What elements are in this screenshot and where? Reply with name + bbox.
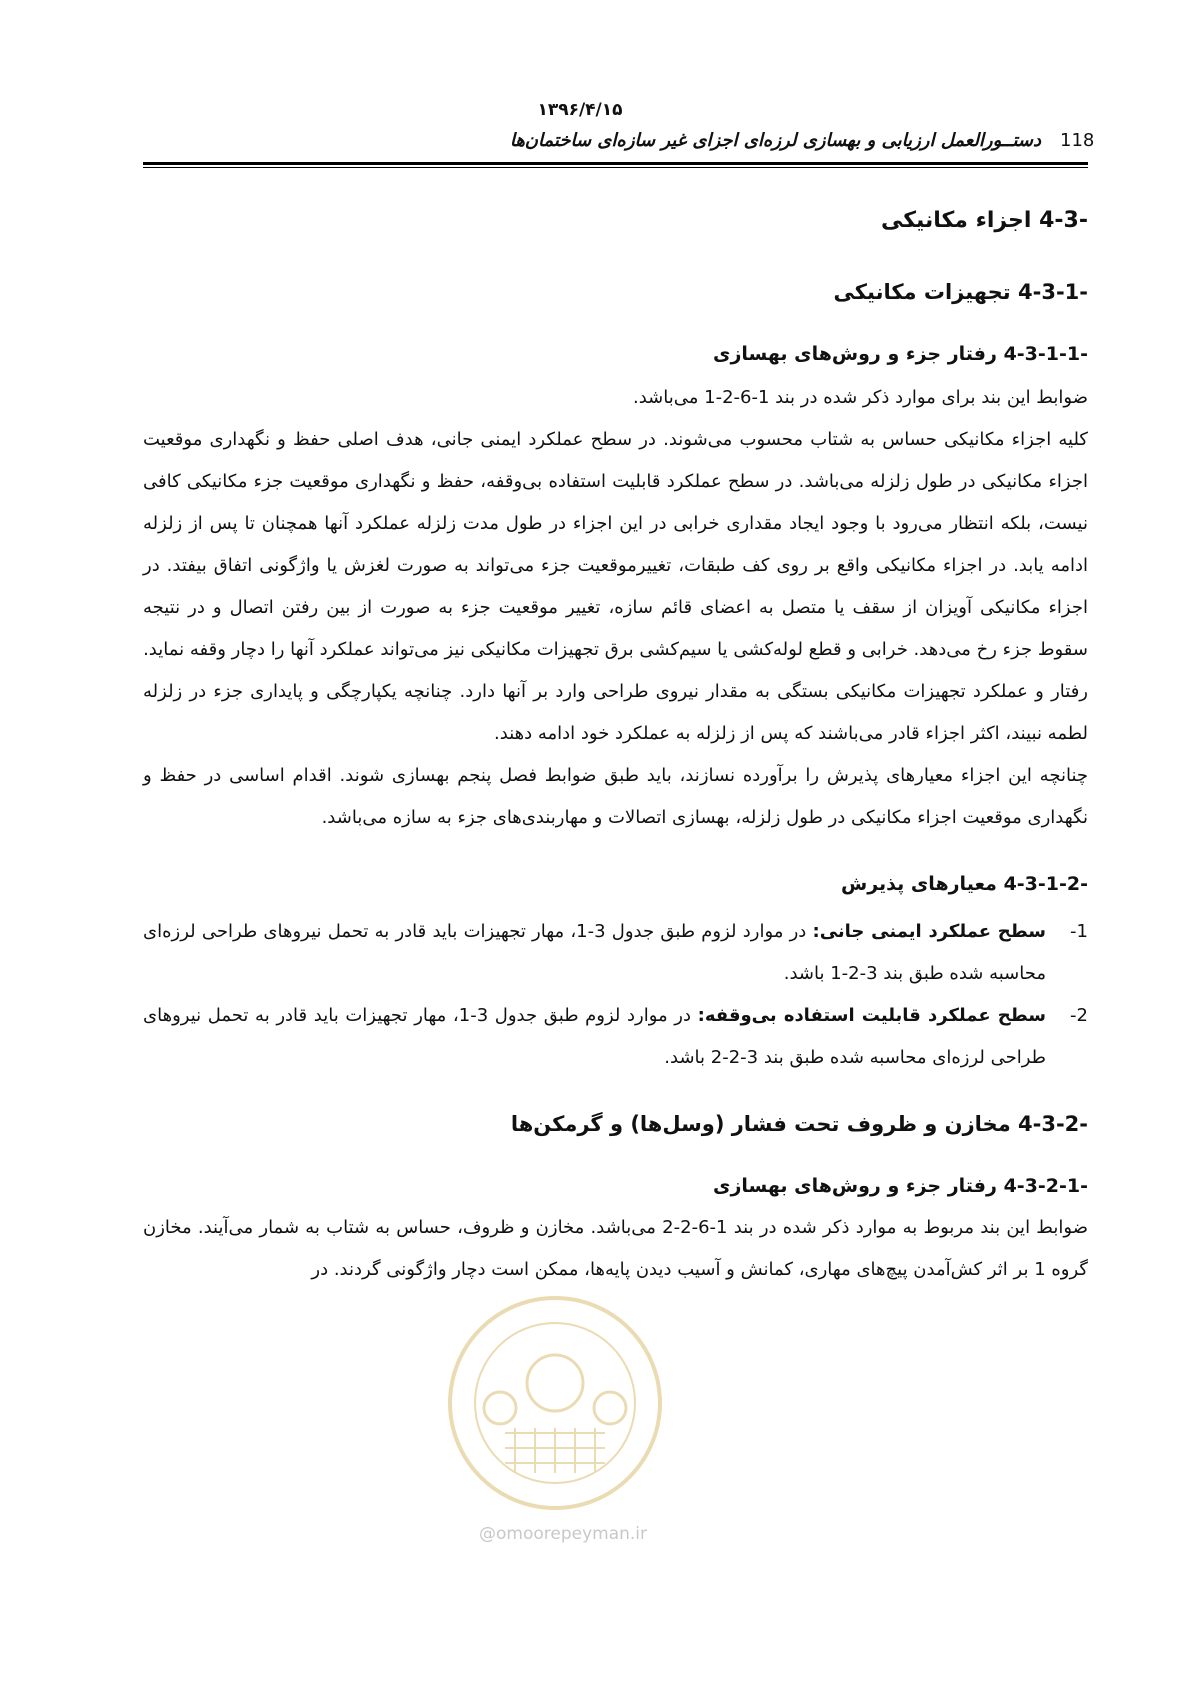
section-title: رفتار جزء و روش‌های بهسازی (713, 343, 997, 365)
section-heading-4-3 (143, 205, 1088, 237)
list-item-text: در موارد لزوم طبق جدول 3-1، مهار تجهیزات باید قادر به تحمل نیروهای طراحی لرزه‌ای محاسبه شده طبق بند 3-2-1 باشد. (143, 921, 1046, 984)
section-heading-4-3-1-2 (143, 869, 1088, 899)
page-content (143, 205, 1088, 1291)
header-rule (143, 162, 1088, 168)
section-title: معیارهای پذیرش (841, 873, 997, 895)
section-title: اجزاء مکانیکی (880, 208, 1032, 233)
section-number: 4-3- (1039, 208, 1088, 233)
acceptance-criteria-list (143, 911, 1088, 1079)
section-heading-4-3-1-1 (143, 339, 1088, 369)
list-item-term: سطح عملکرد قابلیت استفاده بی‌وقفه: (697, 1005, 1047, 1026)
section-title: تجهیزات مکانیکی (833, 280, 1011, 304)
list-item (143, 911, 1088, 995)
section-number: 4-3-1- (1018, 280, 1088, 304)
watermark-seal-icon (440, 1288, 670, 1518)
page-number: 118 (1060, 130, 1095, 151)
list-marker: -2 (1070, 1005, 1088, 1026)
list-item-term: سطح عملکرد ایمنی جانی: (812, 921, 1047, 942)
watermark-text: @omoorepeyman.ir (478, 1524, 648, 1544)
section-title: مخازن و ظروف تحت فشار (وسل‌ها) و گرمکن‌ها (510, 1112, 1011, 1136)
section-heading-4-3-2 (143, 1109, 1088, 1139)
paragraph: ضوابط این بند برای موارد ذکر شده در بند 1-6-2-1 می‌باشد. (633, 387, 1088, 408)
list-item (143, 995, 1088, 1079)
section-number: 4-3-2- (1018, 1112, 1088, 1136)
header-date: ۱۳۹۶/۴/۱۵ (537, 100, 623, 120)
section-number: 4-3-1-1- (1003, 343, 1088, 365)
section-heading-4-3-2-1 (143, 1171, 1088, 1201)
section-number: 4-3-2-1- (1003, 1175, 1088, 1197)
section-title: رفتار جزء و روش‌های بهسازی (713, 1175, 997, 1197)
paragraph: ضوابط این بند مربوط به موارد ذکر شده در بند 1-6-2-2 می‌باشد. مخازن و ظروف، حساس به شتاب به شمار می‌آیند. مخازن گروه 1 بر اثر کش‌آمدن پیچ‌های مهاری، کمانش و آسیب دیدن پایه‌ها، ممکن است دچار واژگونی گردند. در (143, 1217, 1088, 1280)
list-marker: -1 (1070, 921, 1088, 942)
paragraph: چنانچه این اجزاء معیارهای پذیرش را برآورده نسازند، باید طبق ضوابط فصل پنجم بهسازی شوند. اقدام اساسی در حفظ و نگهداری موقعیت اجزاء مکانیکی در طول زلزله، بهسازی اتصالات و مهاربندی‌های جزء به سازه می‌باشد. (143, 765, 1088, 828)
header-title: دستــورالعمل ارزیابی و بهسازی لرزه‌ای اجزای غیر سازه‌ای ساختمان‌ها (509, 130, 1041, 151)
section-heading-4-3-1 (143, 277, 1088, 307)
paragraph: رفتار و عملکرد تجهیزات مکانیکی بستگی به مقدار نیروی طراحی وارد بر آنها دارد. چنانچه یکپارچگی و پایداری جزء در زلزله لطمه نبیند، اکثر اجزاء قادر می‌باشند که پس از زلزله به عملکرد خود ادامه دهند. (143, 681, 1088, 744)
list-item-text: در موارد لزوم طبق جدول 3-1، مهار تجهیزات باید قادر به تحمل نیروهای طراحی لرزه‌ای محاسبه شده طبق بند 3-2-2 باشد. (143, 1005, 1046, 1068)
section-number: 4-3-1-2- (1003, 873, 1088, 895)
paragraph: کلیه اجزاء مکانیکی حساس به شتاب محسوب می‌شوند. در سطح عملکرد ایمنی جانی، هدف اصلی حفظ و نگهداری موقعیت اجزاء مکانیکی در طول زلزله می‌باشد. در سطح عملکرد قابلیت استفاده بی‌وقفه، حفظ و نگهداری موقعیت جزء مکانیکی کافی نیست، بلکه انتظار می‌رود با وجود ایجاد مقداری خرابی در این اجزاء در طول مدت زلزله عملکرد آنها همچنان تا پس از زلزله ادامه یابد. در اجزاء مکانیکی واقع بر روی کف طبقات، تغییرموقعیت جزء می‌تواند به صورت لغزش یا واژگونی اتفاق بیفتد. در اجزاء مکانیکی آویزان از سقف یا متصل به اعضای قائم سازه، تغییر موقعیت جزء به صورت از بین رفتن اتصال و در نتیجه سقوط جزء رخ می‌دهد. خرابی و قطع لوله‌کشی یا سیم‌کشی برق تجهیزات مکانیکی نیز می‌تواند عملکرد آنها را دچار وقفه نماید. (143, 429, 1088, 660)
